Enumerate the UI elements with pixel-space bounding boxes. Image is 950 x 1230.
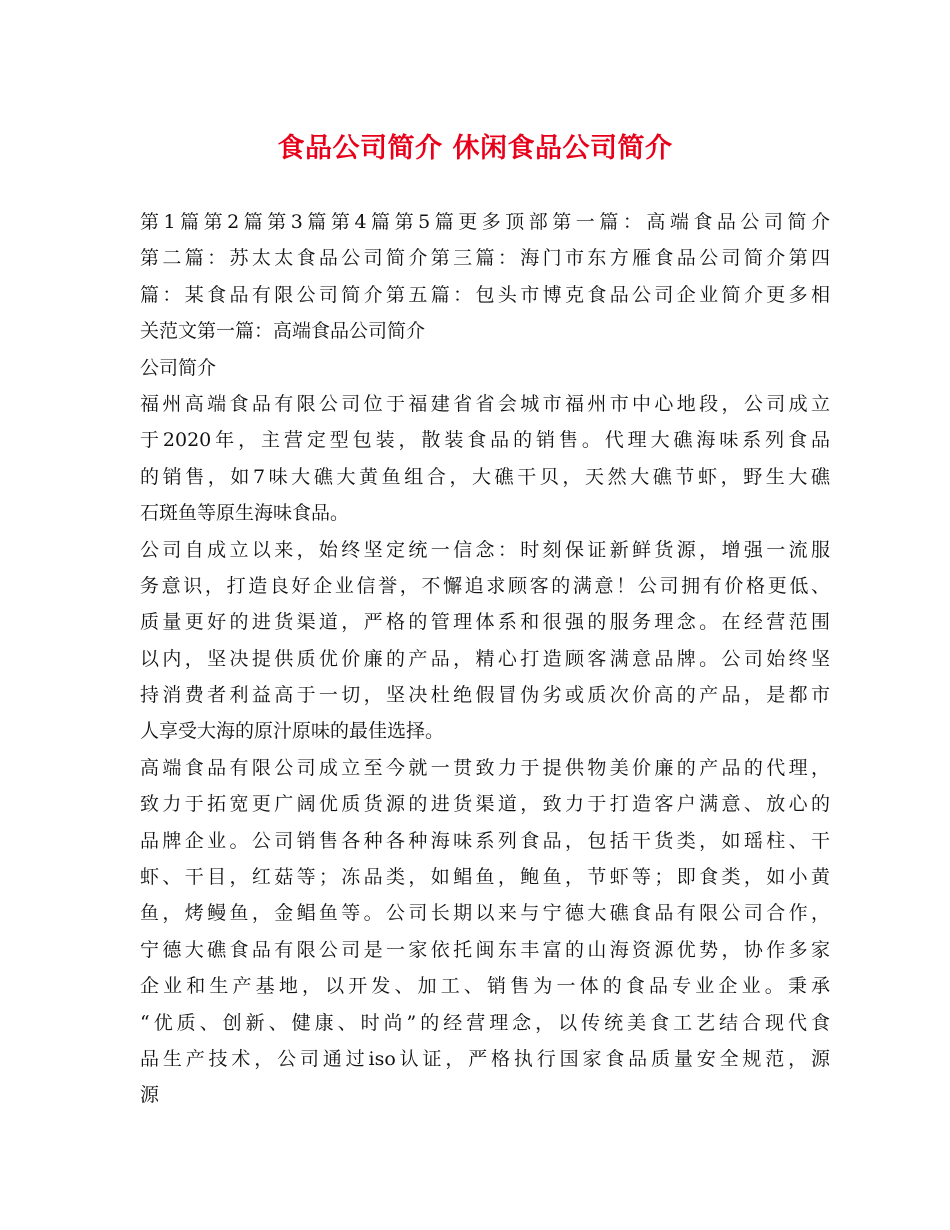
text-line: 篇：某食品有限公司简介第五篇：包头市博克食品公司企业简介更多相 (140, 283, 830, 306)
text-line: 宁德大礁食品有限公司是一家依托闽东丰富的山海资源优势，协作多家 (140, 938, 830, 961)
text-line: 关范文第一篇：高端食品公司简介 (140, 320, 426, 343)
text-line: 高端食品有限公司成立至今就一贯致力于提供物美价廉的产品的代理， (140, 756, 830, 779)
text-line: 源 (140, 1084, 160, 1107)
text-line: 企业和生产基地，以开发、加工、销售为一体的食品专业企业。秉承 (140, 975, 830, 998)
text-line: 品牌企业。公司销售各种各种海味系列食品，包括干货类，如瑶柱、干 (140, 829, 830, 852)
document-body (140, 204, 830, 1114)
text-line: 于2020年，主营定型包装，散装食品的销售。代理大礁海味系列食品 (140, 429, 830, 452)
text-line: 务意识，打造良好企业信誉，不懈追求顾客的满意！公司拥有价格更低、 (140, 574, 830, 597)
text-line: 致力于拓宽更广阔优质货源的进货渠道，致力于打造客户满意、放心的 (140, 793, 830, 816)
text-line: 虾、干目，红菇等；冻品类，如鲳鱼，鲍鱼，节虾等；即食类，如小黄 (140, 866, 830, 889)
text-line: 持消费者利益高于一切，坚决杜绝假冒伪劣或质次价高的产品，是都市 (140, 684, 830, 707)
text-line: 公司自成立以来，始终坚定统一信念：时刻保证新鲜货源，增强一流服 (140, 538, 830, 561)
text-line: 公司简介 (140, 356, 217, 379)
document-title: 食品公司简介 休闲食品公司简介 (277, 133, 673, 164)
text-line: 鱼，烤鳗鱼，金鲳鱼等。公司长期以来与宁德大礁食品有限公司合作， (140, 902, 830, 925)
text-line: 品生产技术，公司通过iso认证，严格执行国家食品质量安全规范，源 (140, 1047, 830, 1070)
text-line: “优质、创新、健康、时尚”的经营理念，以传统美食工艺结合现代食 (140, 1011, 830, 1034)
text-line: 第二篇：苏太太食品公司简介第三篇：海门市东方雁食品公司简介第四 (140, 247, 830, 270)
text-line: 人享受大海的原汁原味的最佳选择。 (140, 720, 445, 743)
text-line: 质量更好的进货渠道，严格的管理体系和很强的服务理念。在经营范围 (140, 611, 830, 634)
text-line: 福州高端食品有限公司位于福建省省会城市福州市中心地段，公司成立 (140, 392, 830, 415)
text-line: 的销售，如7味大礁大黄鱼组合，大礁干贝，天然大礁节虾，野生大礁 (140, 465, 830, 488)
text-line: 以内，坚决提供质优价廉的产品，精心打造顾客满意品牌。公司始终坚 (140, 647, 830, 670)
text-line: 石斑鱼等原生海味食品。 (140, 502, 350, 525)
text-line: 第1篇第2篇第3篇第4篇第5篇更多顶部第一篇：高端食品公司简介 (140, 211, 830, 233)
